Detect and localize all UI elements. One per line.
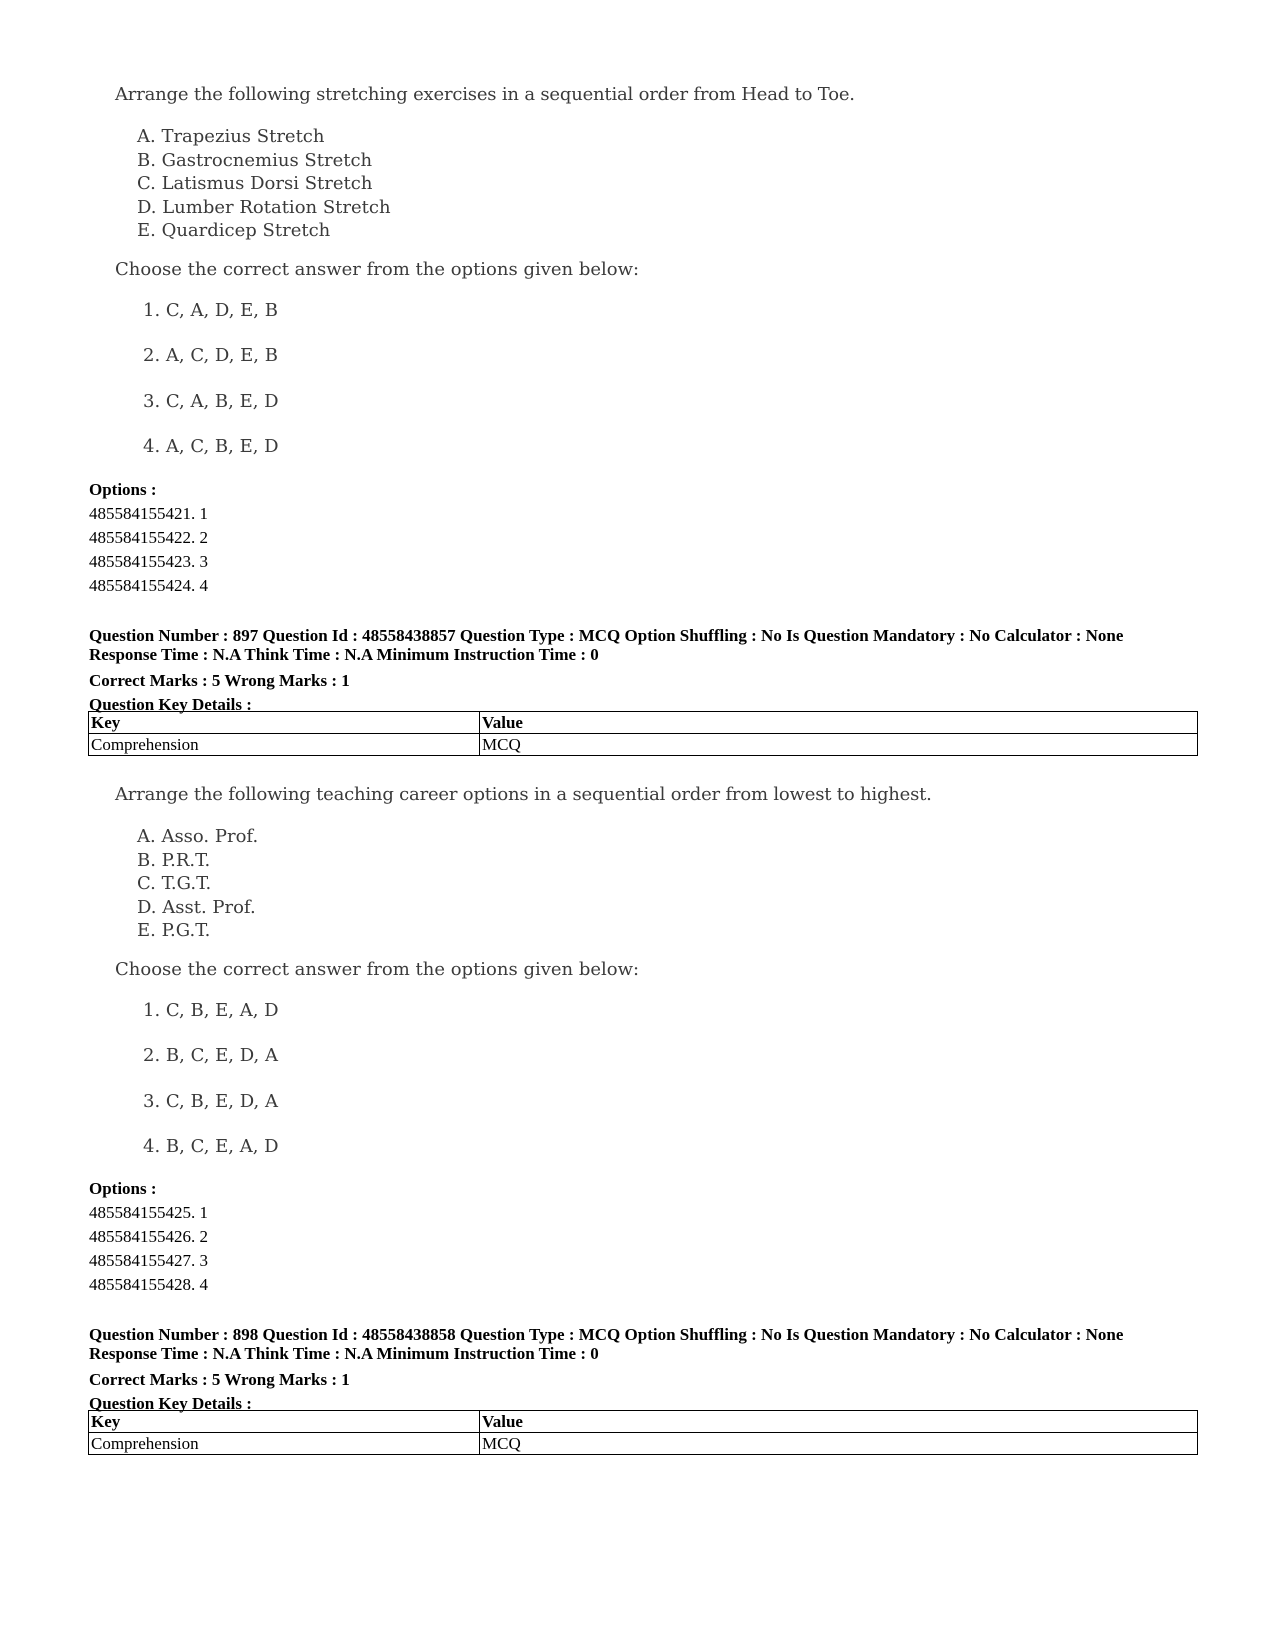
list-item: E. Quardicep Stretch [137, 220, 331, 241]
option-item: 485584155427. 3 [89, 1251, 208, 1270]
list-item: A. Trapezius Stretch [137, 126, 325, 147]
key-header: Key [89, 1411, 480, 1433]
list-item: C. T.G.T. [137, 873, 212, 894]
question-meta-line: Question Number : 897 Question Id : 48558438857 Question Type : MCQ Option Shuffling : No Is Question Mandatory : No Calculator : None [89, 626, 1124, 645]
answer-choice: 2. B, C, E, D, A [143, 1045, 278, 1066]
option-item: 485584155424. 4 [89, 576, 208, 595]
choose-instruction: Choose the correct answer from the options given below: [115, 258, 640, 280]
question-896-image [115, 84, 855, 482]
question-897-meta [89, 626, 1199, 717]
option-item: 485584155426. 2 [89, 1227, 208, 1246]
option-item: 485584155423. 3 [89, 552, 208, 571]
question-meta-line: Response Time : N.A Think Time : N.A Minimum Instruction Time : 0 [89, 645, 599, 664]
list-item: B. Gastrocnemius Stretch [137, 149, 373, 171]
answer-choice: 1. C, B, E, A, D [143, 999, 279, 1021]
item-list [137, 125, 855, 243]
list-item: D. Asst. Prof. [137, 896, 256, 918]
option-item: 485584155421. 1 [89, 504, 208, 523]
value-cell: MCQ [480, 734, 1198, 756]
question-meta-line: Response Time : N.A Think Time : N.A Minimum Instruction Time : 0 [89, 1344, 599, 1363]
question-meta-line: Question Number : 898 Question Id : 48558438858 Question Type : MCQ Option Shuffling : No Is Question Mandatory : No Calculator : None [89, 1325, 1124, 1344]
question-stem: Arrange the following teaching career options in a sequential order from lowest to highest. [115, 784, 932, 805]
list-item: D. Lumber Rotation Stretch [137, 196, 391, 218]
options-block-896 [89, 478, 208, 598]
answer-choice: 3. C, B, E, D, A [143, 1090, 278, 1112]
value-header: Value [480, 1411, 1198, 1433]
answer-list [143, 1000, 932, 1182]
marks-line: Correct Marks : 5 Wrong Marks : 1 [89, 671, 350, 690]
list-item: C. Latismus Dorsi Stretch [137, 173, 373, 194]
answer-choice: 4. B, C, E, A, D [143, 1136, 279, 1157]
question-key-table-898 [88, 1410, 1198, 1455]
question-897-image [115, 784, 932, 1182]
question-stem: Arrange the following stretching exercises in a sequential order from Head to Toe. [115, 84, 855, 105]
key-header: Key [89, 712, 480, 734]
option-item: 485584155428. 4 [89, 1275, 208, 1294]
answer-choice: 3. C, A, B, E, D [143, 390, 279, 412]
answer-list [143, 300, 855, 482]
marks-line: Correct Marks : 5 Wrong Marks : 1 [89, 1370, 350, 1389]
key-cell: Comprehension [89, 1433, 480, 1455]
key-details-heading: Question Key Details : [89, 1394, 252, 1413]
answer-choice: 2. A, C, D, E, B [143, 345, 278, 366]
question-898-meta [89, 1325, 1199, 1416]
choose-instruction: Choose the correct answer from the options given below: [115, 958, 640, 980]
list-item: A. Asso. Prof. [137, 826, 259, 847]
answer-choice: 1. C, A, D, E, B [143, 299, 278, 321]
options-heading: Options : [89, 1179, 157, 1198]
options-heading: Options : [89, 480, 157, 499]
options-block-897 [89, 1177, 208, 1297]
list-item: E. P.G.T. [137, 920, 211, 941]
question-key-table-897 [88, 711, 1198, 756]
item-list [137, 825, 932, 943]
value-header: Value [480, 712, 1198, 734]
value-cell: MCQ [480, 1433, 1198, 1455]
key-details-heading: Question Key Details : [89, 695, 252, 714]
option-item: 485584155425. 1 [89, 1203, 208, 1222]
answer-choice: 4. A, C, B, E, D [143, 436, 279, 457]
key-cell: Comprehension [89, 734, 480, 756]
option-item: 485584155422. 2 [89, 528, 208, 547]
list-item: B. P.R.T. [137, 849, 211, 871]
